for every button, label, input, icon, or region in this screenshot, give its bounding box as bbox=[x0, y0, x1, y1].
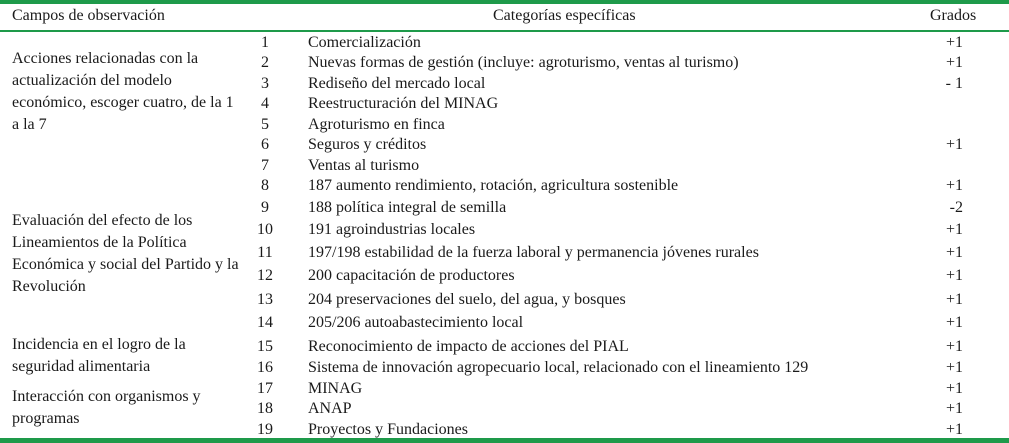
campo-interaccion: Interacción con organismos y programas bbox=[12, 388, 201, 427]
row-grado: -2 bbox=[949, 199, 963, 216]
row-categoria: 191 agroindustrias locales bbox=[308, 221, 476, 238]
row-number: 19 bbox=[257, 421, 273, 438]
table-row bbox=[0, 73, 1009, 94]
row-grado: +1 bbox=[945, 244, 963, 261]
row-categoria: Seguros y créditos bbox=[308, 136, 427, 153]
row-categoria: Reconocimiento de impacto de acciones del PIAL bbox=[308, 338, 629, 355]
row-grado: +1 bbox=[945, 177, 963, 194]
row-grado: +1 bbox=[945, 380, 963, 397]
campo-incidencia: Incidencia en el logro de la seguridad alimentaria bbox=[12, 336, 186, 375]
row-categoria: Ventas al turismo bbox=[308, 157, 420, 174]
table-row bbox=[0, 357, 1009, 378]
table-row bbox=[0, 242, 1009, 263]
row-grado: +1 bbox=[945, 54, 963, 71]
row-grado: +1 bbox=[945, 400, 963, 417]
row-number: 10 bbox=[257, 221, 273, 238]
row-number: 9 bbox=[261, 199, 269, 216]
row-categoria: Nuevas formas de gestión (incluye: agroturismo, ventas al turismo) bbox=[308, 54, 739, 71]
row-categoria: MINAG bbox=[308, 380, 363, 397]
row-grado: +1 bbox=[945, 267, 963, 284]
row-grado: +1 bbox=[945, 359, 963, 376]
row-categoria: Sistema de innovación agropecuario local, relacionado con el lineamiento 129 bbox=[308, 359, 809, 376]
row-number: 13 bbox=[257, 291, 273, 308]
table-row bbox=[0, 312, 1009, 333]
row-grado: - 1 bbox=[945, 75, 963, 92]
row-grado: +1 bbox=[945, 421, 963, 438]
table-row bbox=[0, 336, 1009, 357]
row-number: 8 bbox=[261, 177, 269, 194]
table-row bbox=[0, 419, 1009, 440]
campo-evaluacion: Evaluación del efecto de los Lineamientos de la Política Económica y social del Partido y la Revolución bbox=[12, 212, 239, 295]
table-row bbox=[0, 114, 1009, 135]
row-grado: +1 bbox=[945, 34, 963, 51]
table-row bbox=[0, 265, 1009, 286]
row-grado: +1 bbox=[945, 314, 963, 331]
row-grado: +1 bbox=[945, 136, 963, 153]
row-categoria: Rediseño del mercado local bbox=[308, 75, 486, 92]
row-categoria: Agroturismo en finca bbox=[308, 116, 445, 133]
table-row bbox=[0, 175, 1009, 196]
row-number: 18 bbox=[257, 400, 273, 417]
table-row bbox=[0, 155, 1009, 176]
row-number: 14 bbox=[257, 314, 273, 331]
row-number: 11 bbox=[257, 244, 273, 261]
row-number: 16 bbox=[257, 359, 273, 376]
row-number: 5 bbox=[261, 116, 269, 133]
row-categoria: 205/206 autoabastecimiento local bbox=[308, 314, 524, 331]
row-number: 2 bbox=[261, 54, 269, 71]
table-row bbox=[0, 93, 1009, 114]
bottom-rule bbox=[0, 438, 1009, 443]
table-row bbox=[0, 197, 1009, 218]
row-categoria: Reestructuración del MINAG bbox=[308, 95, 499, 112]
row-number: 7 bbox=[261, 157, 269, 174]
row-number: 17 bbox=[257, 380, 273, 397]
row-number: 4 bbox=[261, 95, 269, 112]
table-row bbox=[0, 134, 1009, 155]
table-row bbox=[0, 378, 1009, 399]
table-row bbox=[0, 52, 1009, 73]
header-categorias: Categorías específicas bbox=[493, 7, 636, 24]
table-row bbox=[0, 398, 1009, 419]
row-categoria: ANAP bbox=[308, 400, 352, 417]
table-row bbox=[0, 219, 1009, 240]
row-grado: +1 bbox=[945, 338, 963, 355]
header-campos: Campos de observación bbox=[12, 7, 165, 24]
table-row bbox=[0, 289, 1009, 310]
row-categoria: 188 política integral de semilla bbox=[308, 199, 507, 216]
row-categoria: 204 preservaciones del suelo, del agua, y bosques bbox=[308, 291, 626, 308]
row-categoria: 187 aumento rendimiento, rotación, agricultura sostenible bbox=[308, 177, 679, 194]
row-number: 1 bbox=[261, 34, 269, 51]
row-categoria: 200 capacitación de productores bbox=[308, 267, 515, 284]
row-number: 15 bbox=[257, 338, 273, 355]
row-categoria: Proyectos y Fundaciones bbox=[308, 421, 468, 438]
top-rule bbox=[0, 0, 1009, 4]
row-number: 6 bbox=[261, 136, 269, 153]
campo-acciones: Acciones relacionadas con la actualización del modelo económico, escoger cuatro, de la 1 a la 7 bbox=[12, 50, 234, 133]
header-grados: Grados bbox=[930, 7, 977, 24]
row-number: 12 bbox=[257, 267, 273, 284]
row-categoria: 197/198 estabilidad de la fuerza laboral y permanencia jóvenes rurales bbox=[308, 244, 759, 261]
table-row bbox=[0, 32, 1009, 53]
row-grado: +1 bbox=[945, 221, 963, 238]
row-number: 3 bbox=[261, 75, 269, 92]
row-grado: +1 bbox=[945, 291, 963, 308]
row-categoria: Comercialización bbox=[308, 34, 421, 51]
